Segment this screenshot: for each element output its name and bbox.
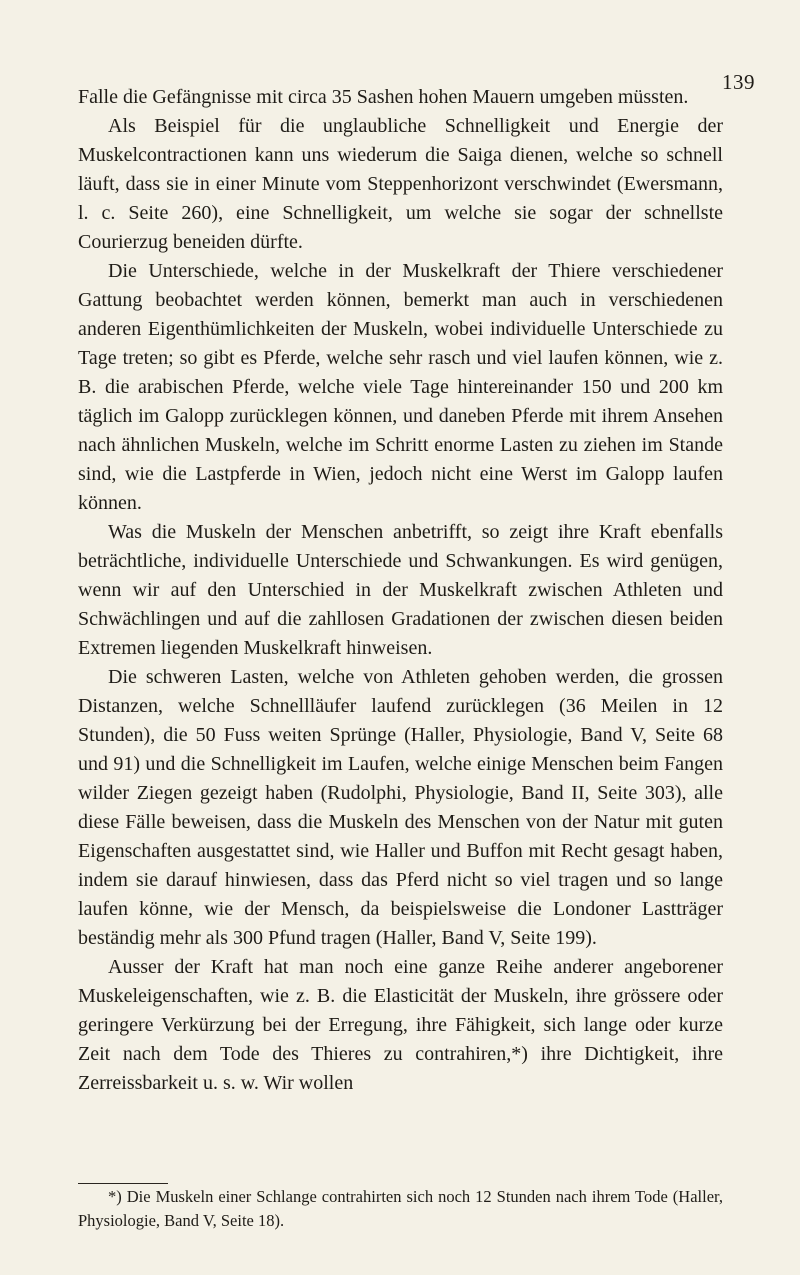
paragraph-6: Ausser der Kraft hat man noch eine ganze Reihe anderer angeborener Muskeleigenschaften, wie z. B. die Elasticität der Muskeln, ihre grössere oder geringere Verkürzung bei der Erregung, ihre Fähigkeit, sich lange oder kurze Zeit nach dem Tode des Thieres zu contrahiren,*) ihre Dichtigkeit, ihre Zerreissbarkeit u. s. w. Wir wollen <box>78 956 723 1094</box>
footnote <box>78 1185 723 1233</box>
footnote-divider <box>78 1183 168 1184</box>
page-number: 139 <box>722 70 755 94</box>
paragraph-3: Die Unterschiede, welche in der Muskelkraft der Thiere verschiedener Gattung beobachtet werden können, bemerkt man auch in verschiedenen anderen Eigenthümlichkeiten der Muskeln, wobei individuelle Unterschiede zu Tage treten; so gibt es Pferde, welche sehr rasch und viel laufen können, wie z. B. die arabischen Pferde, welche viele Tage hintereinander 150 und 200 km täglich im Galopp zurücklegen können, und daneben Pferde mit ihrem Ansehen nach ähnlichen Muskeln, welche im Schritt enorme Lasten zu ziehen im Stande sind, wie die Lastpferde in Wien, jedoch nicht eine Werst im Galopp laufen können. <box>78 260 723 514</box>
paragraph-2: Als Beispiel für die unglaubliche Schnelligkeit und Energie der Muskelcontractionen kann uns wiederum die Saiga dienen, welche so schnell läuft, dass sie in einer Minute vom Steppenhorizont verschwindet (Ewersmann, l. c. Seite 260), eine Schnelligkeit, um welche sie sogar der schnellste Courierzug beneiden dürfte. <box>78 115 723 253</box>
paragraph-5: Die schweren Lasten, welche von Athleten gehoben werden, die grossen Distanzen, welche Schnellläufer laufend zurücklegen (36 Meilen in 12 Stunden), die 50 Fuss weiten Sprünge (Haller, Physiologie, Band V, Seite 68 und 91) und die Schnelligkeit im Laufen, welche einige Menschen beim Fangen wilder Ziegen gezeigt haben (Rudolphi, Physiologie, Band II, Seite 303), alle diese Fälle beweisen, dass die Muskeln des Menschen von der Natur mit guten Eigenschaften ausgestattet sind, wie Haller und Buffon mit Recht gesagt haben, indem sie darauf hinwiesen, dass das Pferd nicht so viel tragen und so lange laufen könne, wie der Mensch, da beispielsweise die Londoner Lastträger beständig mehr als 300 Pfund tragen (Haller, Band V, Seite 199). <box>78 666 723 949</box>
paragraph-4: Was die Muskeln der Menschen anbetrifft, so zeigt ihre Kraft ebenfalls beträchtliche, individuelle Unterschiede und Schwankungen. Es wird genügen, wenn wir auf den Unterschied in der Muskelkraft zwischen Athleten und Schwächlingen und auf die zahllosen Gradationen der zwischen diesen beiden Extremen liegenden Muskelkraft hinweisen. <box>78 521 723 659</box>
main-text <box>78 83 723 1098</box>
footnote-text: *) Die Muskeln einer Schlange contrahirten sich noch 12 Stunden nach ihrem Tode (Haller, Physiologie, Band V, Seite 18). <box>78 1187 723 1230</box>
paragraph-1: Falle die Gefängnisse mit circa 35 Sashen hohen Mauern umgeben müssten. <box>78 86 689 108</box>
